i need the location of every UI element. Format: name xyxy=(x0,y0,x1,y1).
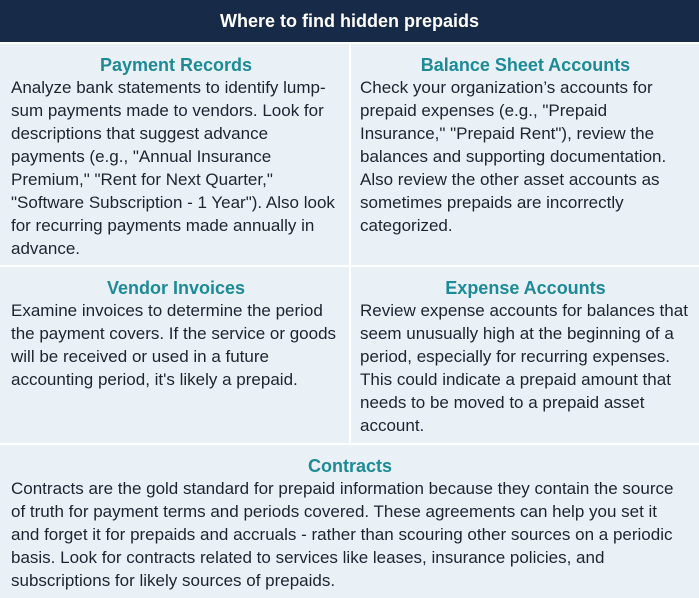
section-heading: Expense Accounts xyxy=(445,278,606,298)
section-body: Check your organization’s accounts for prepaid expenses (e.g., "Prepaid Insurance," "Prepaid Rent"), review the balances and supporting documentation. Also review the other asset accounts as sometimes prepaids are incorrectly categorized. xyxy=(360,78,667,235)
section-heading: Contracts xyxy=(307,456,392,476)
section-heading: Vendor Invoices xyxy=(106,278,246,298)
section-body: Review expense accounts for balances that seem unusually high at the beginning of a period, especially for recurring expenses. This could indicate a prepaid amount that needs to be moved to a prepaid asset account. xyxy=(360,301,688,435)
section-contracts xyxy=(0,445,699,598)
section-balance-sheet-accounts xyxy=(351,44,699,265)
section-body: Examine invoices to determine the period the payment covers. If the service or goods will be received or used in a future accounting period, it's likely a prepaid. xyxy=(11,301,337,389)
section-expense-accounts xyxy=(351,267,699,443)
table-title: Where to find hidden prepaids xyxy=(0,0,699,42)
section-body: Analyze bank statements to identify lump-sum payments made to vendors. Look for descriptions that suggest advance payments (e.g., "Annual Insurance Premium," "Rent for Next Quarter," "Software Subscription - 1 Year"). Also look for recurring payments made annually in advance. xyxy=(11,78,335,258)
section-heading: Balance Sheet Accounts xyxy=(420,55,631,75)
section-body: Contracts are the gold standard for prepaid information because they contain the source of truth for payment terms and periods covered. These agreements can help you set it and forget it for prepaids and accruals - rather than scouring other sources on a periodic basis. Look for contracts related to services like leases, insurance policies, and subscriptions for likely sources of prepaids. xyxy=(11,479,674,590)
section-payment-records xyxy=(0,44,349,265)
section-heading: Payment Records xyxy=(99,55,253,75)
section-vendor-invoices xyxy=(0,267,349,443)
